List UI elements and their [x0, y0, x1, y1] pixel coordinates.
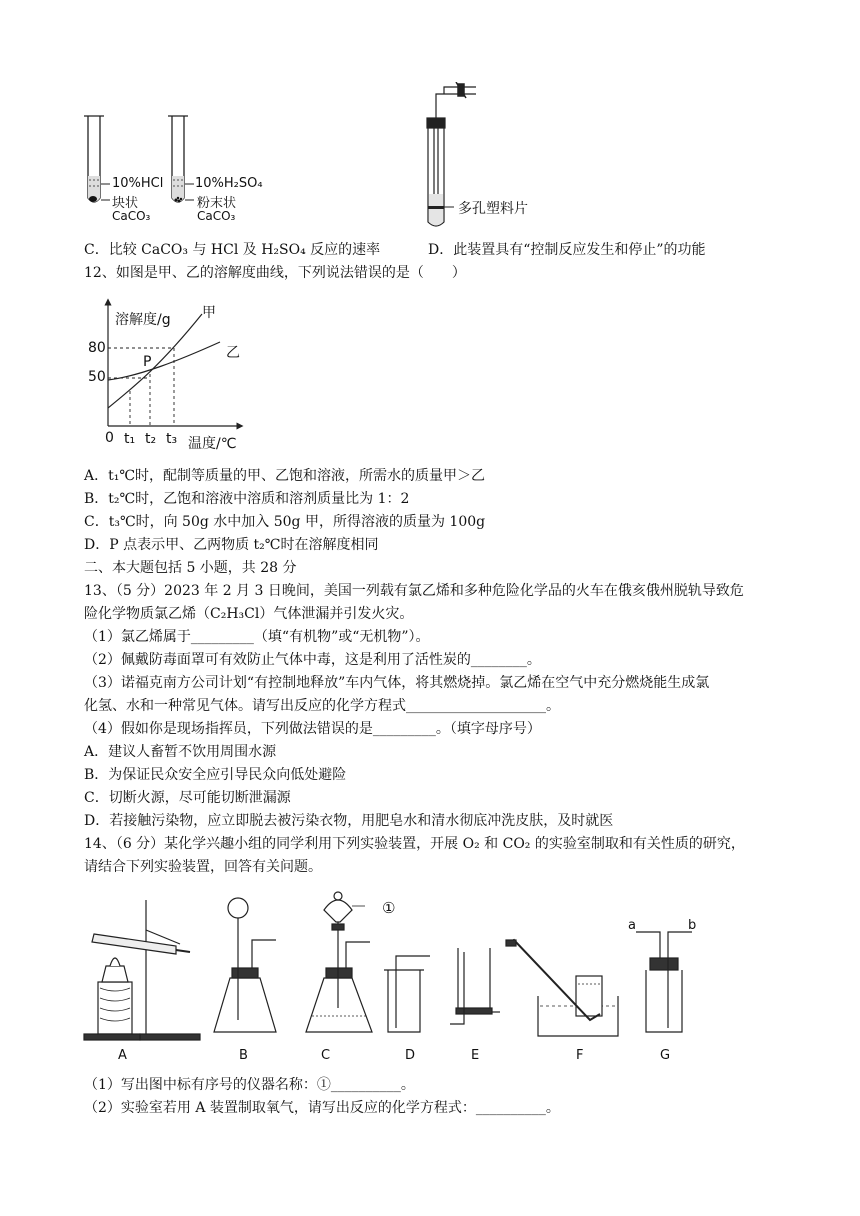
q13-option-b: B．为保证民众安全应引导民众向低处避险 — [84, 767, 347, 783]
q13-stem-line2: 险化学物质氯乙烯（C₂H₃Cl）气体泄漏并引发火灾。 — [84, 606, 414, 622]
tube-1-acid-label: 10%HCl — [112, 176, 164, 191]
port-b-label: b — [688, 918, 697, 933]
q14-stem-line2: 请结合下列实验装置，回答有关问题。 — [84, 859, 322, 875]
q11-option-c: C．比较 CaCO₃ 与 HCl 及 H₂SO₄ 反应的速率 — [84, 242, 381, 258]
q13-part2: （2）佩戴防毒面罩可有效防止气体中毒，这是利用了活性炭的________。 — [84, 652, 541, 668]
q11-option-d: D．此装置具有“控制反应发生和停止”的功能 — [428, 242, 706, 258]
q14-part1: （1）写出图中标有序号的仪器名称：①__________。 — [84, 1077, 415, 1093]
q14-stem-line1: 14、（6 分）某化学兴趣小组的同学利用下列实验装置，开展 O₂ 和 CO₂ 的实验室制取和有关性质的研究， — [84, 836, 745, 852]
q12-option-b: B．t₂℃时，乙饱和溶液中溶质和溶剂质量比为 1：2 — [84, 491, 410, 507]
apparatus-label-d: D — [405, 1048, 416, 1063]
q13-option-d: D．若接触污染物，应立即脱去被污染衣物，用肥皂水和清水彻底冲洗皮肤，及时就医 — [84, 813, 614, 829]
apparatus-label-e: E — [471, 1048, 480, 1063]
series-label-jia: 甲 — [202, 305, 216, 321]
apparatus-e — [450, 948, 500, 1024]
apparatus-g — [636, 932, 692, 1032]
y-tick-80: 80 — [88, 340, 106, 356]
series-label-yi: 乙 — [226, 345, 240, 361]
tube-2-solid-label: 粉末状 — [197, 196, 237, 211]
q13-stem-line1: 13、（5 分）2023 年 2 月 3 日晚间，美国一列载有氯乙烯和多种危险化学品的火车在俄亥俄州脱轨导致危 — [84, 583, 744, 599]
q14-apparatus-figure — [80, 888, 720, 1048]
apparatus-label-a: A — [118, 1048, 127, 1063]
q13-part4: （4）假如你是现场指挥员，下列做法错误的是_________。（填字母序号） — [84, 721, 541, 737]
y-tick-50: 50 — [88, 369, 106, 385]
tube-1-solid-name: CaCO₃ — [112, 209, 151, 223]
apparatus-b — [214, 898, 276, 1032]
marker-1: ① — [382, 899, 396, 917]
q12-option-c: C．t₃℃时，向 50g 水中加入 50g 甲，所得溶液的质量为 100g — [84, 514, 486, 530]
tube-1-solid-label: 块状 — [112, 196, 139, 211]
q13-option-a: A．建议人畜暂不饮用周围水源 — [84, 744, 277, 760]
apparatus-a — [84, 900, 200, 1040]
q13-part3-line2: 化氢、水和一种常见气体。请写出反应的化学方程式____________________。 — [84, 698, 560, 714]
tube-1-solid — [89, 196, 97, 202]
q12-option-d: D．P 点表示甲、乙两物质 t₂℃时在溶解度相同 — [84, 537, 379, 553]
apparatus-label-c: C — [321, 1048, 331, 1063]
x-tick-t3: t₃ — [166, 431, 178, 447]
q12-option-a: A．t₁℃时，配制等质量的甲、乙饱和溶液，所需水的质量甲＞乙 — [84, 468, 486, 484]
apparatus-d — [384, 956, 430, 1032]
porous-plate — [428, 206, 444, 209]
q14-part2: （2）实验室若用 A 装置制取氧气，请写出反应的化学方程式：__________。 — [84, 1100, 560, 1116]
apparatus-label-g: G — [660, 1048, 671, 1063]
apparatus-label-f: F — [576, 1048, 584, 1063]
x-tick-t2: t₂ — [145, 431, 157, 447]
tube-2-solid-name: CaCO₃ — [197, 209, 236, 223]
clamp-icon — [456, 82, 466, 98]
section-heading: 二、本大题包括 5 小题，共 28 分 — [84, 560, 297, 576]
q13-part3-line1: （3）诺福克南方公司计划“有控制地释放”车内气体，将其燃烧掉。氯乙烯在空气中充分燃烧能生成氯 — [84, 675, 710, 691]
q13-option-c: C．切断火源，尽可能切断泄漏源 — [84, 790, 291, 806]
tube-2-acid-label: 10%H₂SO₄ — [195, 176, 263, 191]
origin-label: 0 — [105, 430, 114, 446]
x-tick-t1: t₁ — [124, 431, 136, 447]
apparatus-label-b: B — [239, 1048, 248, 1063]
device-label: 多孔塑料片 — [458, 201, 528, 217]
apparatus-f — [506, 940, 618, 1036]
q12-stem: 12、如图是甲、乙的溶解度曲线，下列说法错误的是（ ） — [84, 265, 466, 281]
point-p-label: P — [143, 354, 152, 370]
apparatus-c — [306, 892, 372, 1032]
port-a-label: a — [628, 918, 636, 933]
q13-part1: （1）氯乙烯属于_________（填“有机物”或“无机物”）。 — [84, 629, 430, 645]
chart-ylabel: 溶解度/g — [115, 312, 171, 328]
chart-xlabel: 温度/℃ — [188, 436, 237, 452]
